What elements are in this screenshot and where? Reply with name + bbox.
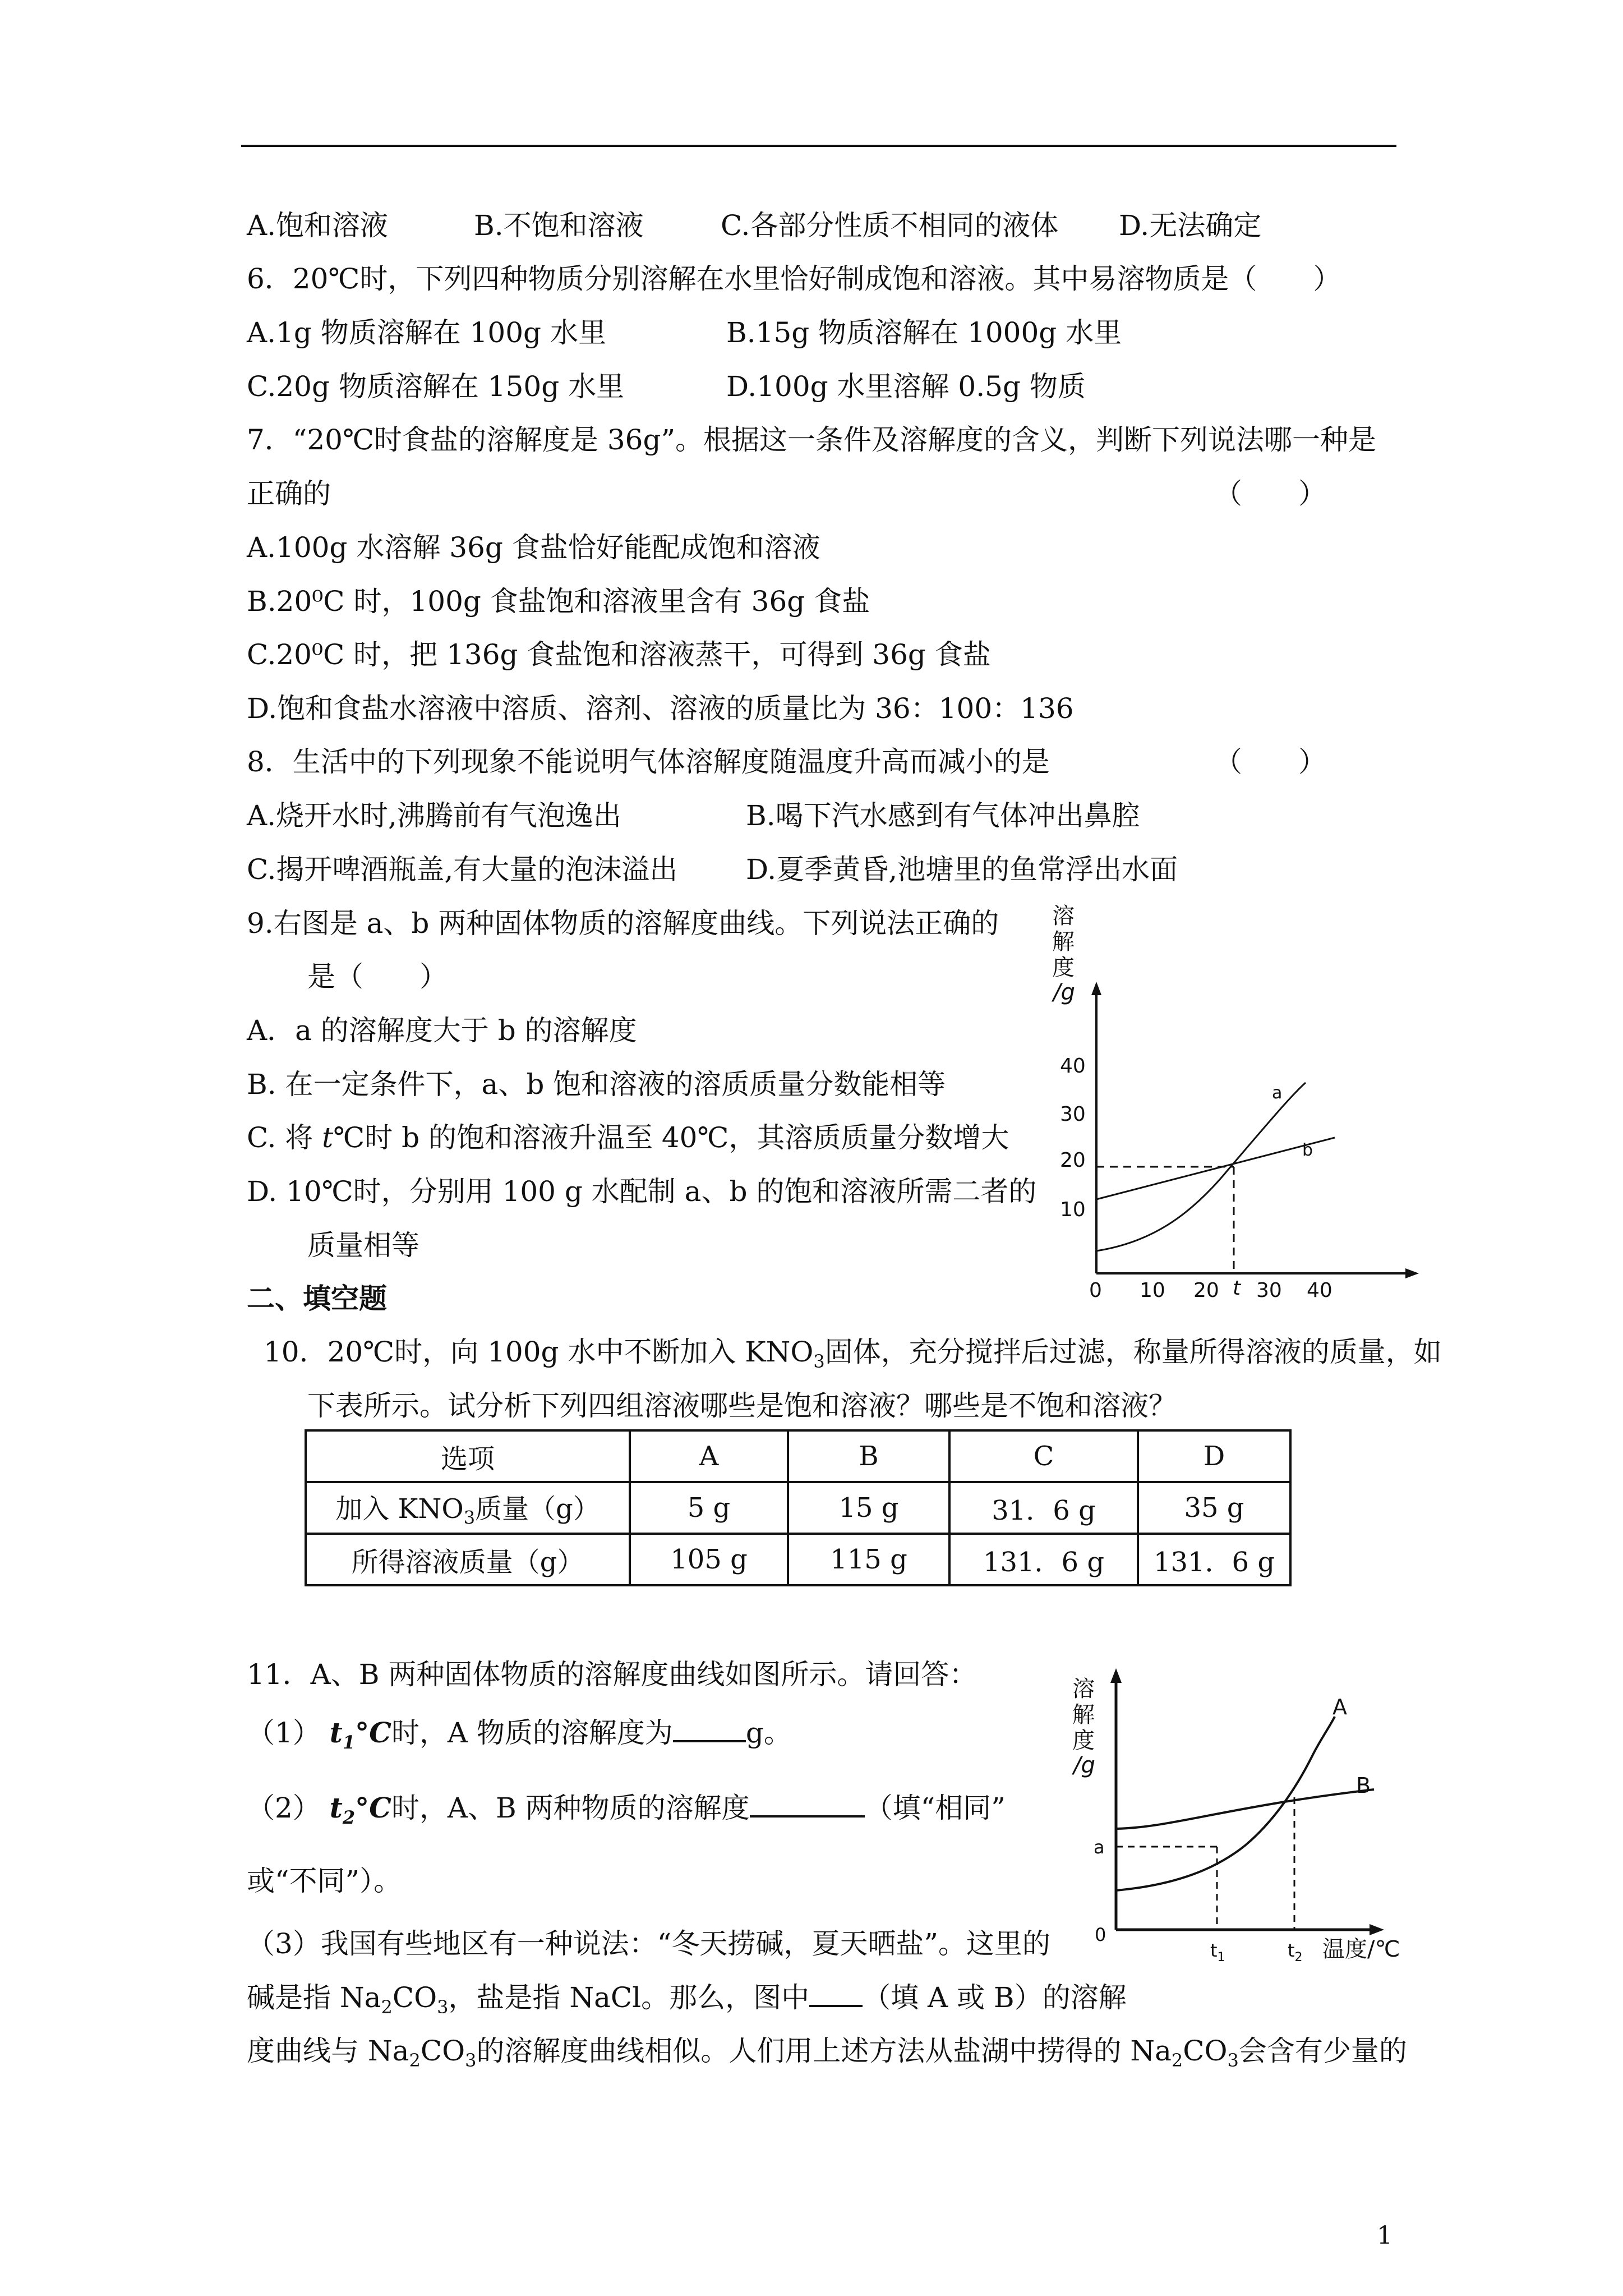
chart1-xtick-t: t (1233, 1277, 1241, 1300)
table-header-cell: C (949, 1430, 1138, 1482)
chart2-curve-B (1116, 1789, 1374, 1829)
table-header-cell: 选项 (306, 1430, 630, 1482)
q9-option-d-line1: D. 10℃时，分别用 100 g 水配制 a、b 的饱和溶液所需二者的 (247, 1175, 1037, 1208)
table-header-cell: B (788, 1430, 949, 1482)
q8-option-c: C.揭开啤酒瓶盖,有大量的泡沫溢出 (247, 853, 678, 886)
table-cell: 115 g (788, 1534, 949, 1585)
chart1-xtick-20: 20 (1193, 1279, 1219, 1302)
q7-option-c: C.20⁰C 时，把 136g 食盐饱和溶液蒸干，可得到 36g 食盐 (247, 638, 991, 671)
header-rule (241, 145, 1396, 147)
table-cell: 35 g (1138, 1482, 1290, 1534)
q11-part3-line2: 碱是指 $Na_2CO_3$，盐是指 NaCl。那么，图中 （填 A 或 B）的溶解 (247, 1981, 1127, 2018)
solubility-chart-AB (1060, 1660, 1441, 1975)
q9-option-c: C. 将 t℃时 b 的饱和溶液升温至 40℃，其溶质质量分数增大 (247, 1121, 1009, 1154)
q7-option-b: B.20⁰C 时，100g 食盐饱和溶液里含有 36g 食盐 (247, 585, 870, 618)
chart1-ylabel-4: /g (1053, 979, 1075, 1005)
q7-option-d: D.饱和食盐水溶液中溶质、溶剂、溶液的质量比为 36：100：136 (247, 692, 1074, 725)
q6-option-a: A.1g 物质溶解在 100g 水里 (247, 316, 606, 349)
table-cell: 15 g (788, 1482, 949, 1534)
chart1-xtick-10: 10 (1140, 1279, 1165, 1302)
section-title-fill-in: 二、填空题 (247, 1282, 387, 1315)
chart2-ylabel-3: 度 (1072, 1728, 1095, 1754)
chart1-line-b (1096, 1138, 1335, 1199)
table-cell: 5 g (630, 1482, 788, 1534)
chart1-ylabel-1: 溶 (1052, 903, 1075, 929)
q6-stem: 6．20℃时，下列四种物质分别溶解在水里恰好制成饱和溶液。其中易溶物质是（ ） (247, 263, 1341, 295)
q7-stem-line1: 7．“20℃时食盐的溶解度是 36g”。根据这一条件及溶解度的含义，判断下列说法哪一种是 (247, 424, 1377, 456)
table-row-label: 加入 $KNO_3$质量（g） (306, 1482, 630, 1534)
table-cell: 31．6 g (949, 1482, 1138, 1534)
chart1-ytick-40: 40 (1060, 1055, 1086, 1078)
q11-part1-blank[interactable] (673, 1715, 746, 1742)
q10-stem-line2: 下表所示。试分析下列四组溶液哪些是饱和溶液？哪些是不饱和溶液？ (307, 1389, 1177, 1422)
q5-option-a: A.饱和溶液 (247, 209, 389, 242)
table-cell: 105 g (630, 1534, 788, 1585)
chart1-xtick-30: 30 (1256, 1279, 1282, 1302)
q7-stem-line2: 正确的 (247, 477, 331, 510)
q5-option-b: B.不饱和溶液 (474, 209, 644, 242)
q6-option-c: C.20g 物质溶解在 150g 水里 (247, 370, 625, 403)
chart1-ytick-30: 30 (1060, 1103, 1086, 1126)
q6-option-b: B.15g 物质溶解在 1000g 水里 (726, 316, 1122, 349)
chart2-curve-A (1116, 1717, 1335, 1890)
q11-stem: 11．A、B 两种固体物质的溶解度曲线如图所示。请回答： (247, 1658, 978, 1691)
q11-part3-line3: 度曲线与 $Na_2CO_3$的溶解度曲线相似。人们用上述方法从盐湖中捞得的 $Na_2CO_3$会含有少量的 (247, 2035, 1407, 2071)
chart2-ylabel-2: 解 (1072, 1702, 1095, 1728)
table-header-cell: A (630, 1430, 788, 1482)
q11-part3-line1: （3）我国有些地区有一种说法：“冬天捞碱，夏天晒盐”。这里的 (247, 1927, 1050, 1960)
table-row-label: 所得溶液质量（g） (306, 1534, 630, 1585)
table-row (306, 1534, 1290, 1585)
table-cell: 131．6 g (949, 1534, 1138, 1585)
chart1-series-label-a: a (1272, 1083, 1283, 1103)
q9-option-a: A．a 的溶解度大于 b 的溶解度 (247, 1014, 637, 1047)
q9-option-b: B. 在一定条件下，a、b 饱和溶液的溶质质量分数能相等 (247, 1068, 946, 1101)
chart1-xtick-0: 0 (1089, 1279, 1102, 1302)
chart1-series-label-b: b (1302, 1140, 1313, 1160)
chart1-ylabel-2: 解 (1052, 929, 1075, 955)
solubility-chart-ab (1043, 892, 1424, 1318)
q11-part2-line2: 或“不同”）。 (247, 1865, 402, 1897)
chart2-ylabel-1: 溶 (1072, 1676, 1095, 1702)
q5-option-c: C.各部分性质不相同的液体 (721, 209, 1059, 242)
table-row (306, 1482, 1290, 1534)
q10-stem-line1: 10．20℃时，向 100g 水中不断加入 $KNO_3$固体，充分搅拌后过滤，称量所得溶液的质量，如 (264, 1336, 1442, 1372)
table-cell: 131．6 g (1138, 1534, 1290, 1585)
q9-option-d-line2: 质量相等 (307, 1229, 419, 1262)
chart2-ytick-a: a (1094, 1837, 1105, 1858)
table-header-row (306, 1430, 1290, 1482)
q8-stem: 8．生活中的下列现象不能说明气体溶解度随温度升高而减小的是 (247, 746, 1050, 778)
chart1-ytick-10: 10 (1060, 1198, 1086, 1221)
q9-stem-line2: 是（ ） (307, 960, 448, 993)
chart2-origin: 0 (1095, 1924, 1106, 1945)
q8-answer-paren: （ ） (1214, 746, 1326, 778)
q7-option-a: A.100g 水溶解 36g 食盐恰好能配成饱和溶液 (247, 531, 820, 564)
q7-answer-paren: （ ） (1214, 477, 1326, 510)
chart1-ytick-20: 20 (1060, 1149, 1086, 1172)
chart2-xlabel: 温度/℃ (1322, 1936, 1400, 1962)
q11-part2-blank[interactable] (750, 1791, 865, 1818)
q11-part3-blank[interactable] (809, 1980, 863, 2007)
q8-option-d: D.夏季黄昏,池塘里的鱼常浮出水面 (746, 853, 1178, 886)
q8-option-b: B.喝下汽水感到有气体冲出鼻腔 (746, 799, 1140, 832)
chart1-ylabel-3: 度 (1052, 955, 1075, 981)
q11-part2: （2） $t_2^\circ C$时，A、B 两种物质的溶解度 （填“相同” (247, 1791, 1006, 1828)
page-number: 1 (1377, 2221, 1393, 2250)
q5-option-d: D.无法确定 (1119, 209, 1262, 242)
chart1-xtick-40: 40 (1307, 1279, 1332, 1302)
chart2-series-label-A: A (1332, 1695, 1347, 1719)
q6-option-d: D.100g 水里溶解 0.5g 物质 (726, 370, 1086, 403)
table-header-cell: D (1138, 1430, 1290, 1482)
chart2-ylabel-4: /g (1073, 1752, 1095, 1778)
chart2-xtick-t2: $t_2$ (1288, 1940, 1303, 1964)
kno3-data-table (305, 1429, 1292, 1586)
chart2-xtick-t1: $t_1$ (1210, 1940, 1225, 1964)
q9-stem-line1: 9.右图是 a、b 两种固体物质的溶解度曲线。下列说法正确的 (247, 907, 999, 940)
q11-part1: （1） $t_1^\circ C$时，A 物质的溶解度为 g。 (247, 1716, 792, 1753)
chart2-series-label-B: B (1356, 1773, 1371, 1798)
q8-option-a: A.烧开水时,沸腾前有气泡逸出 (247, 799, 621, 832)
